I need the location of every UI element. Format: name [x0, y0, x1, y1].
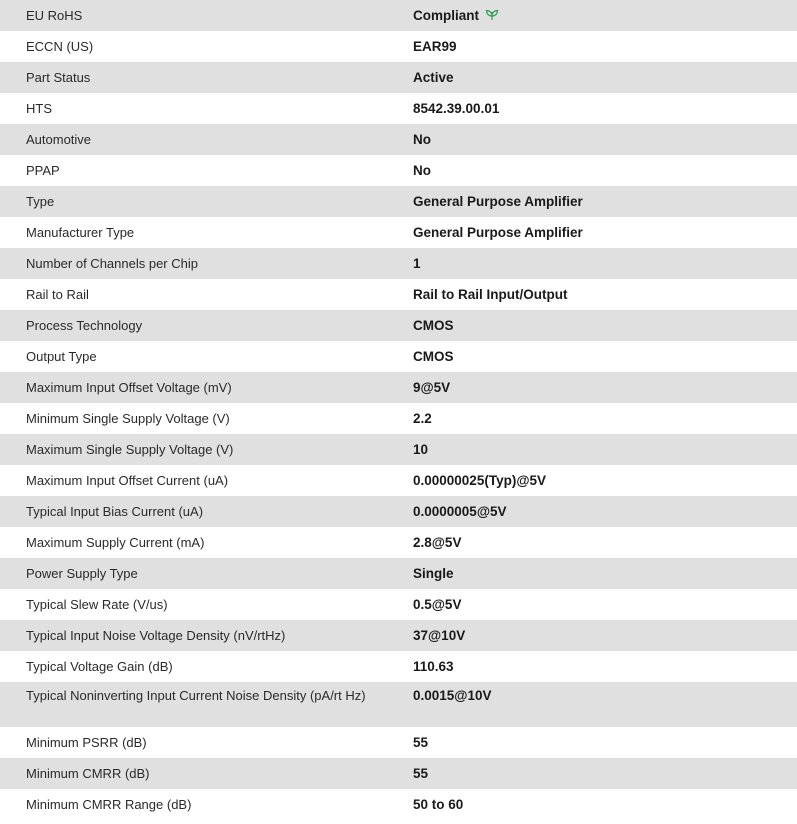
spec-value: Compliant [413, 8, 479, 23]
spec-value: 0.00000025(Typ)@5V [413, 473, 546, 488]
spec-label: Typical Slew Rate (V/us) [26, 597, 168, 612]
spec-value: 0.0015@10V [413, 688, 492, 703]
spec-row-ppap [0, 155, 797, 186]
spec-value: EAR99 [413, 39, 457, 54]
spec-value: General Purpose Amplifier [413, 194, 583, 209]
spec-row-typical-input-noise-voltage-density [0, 620, 797, 651]
spec-value: 0.0000005@5V [413, 504, 507, 519]
spec-label: Minimum Single Supply Voltage (V) [26, 411, 230, 426]
spec-value: No [413, 132, 431, 147]
spec-row-min-cmrr [0, 758, 797, 789]
spec-value: CMOS [413, 349, 454, 364]
spec-row-typical-slew-rate [0, 589, 797, 620]
spec-label: Manufacturer Type [26, 225, 135, 240]
spec-label: Output Type [26, 349, 97, 364]
spec-label: Maximum Supply Current (mA) [26, 535, 205, 550]
spec-value: 37@10V [413, 628, 466, 643]
spec-row-manufacturer-type [0, 217, 797, 248]
spec-value: 55 [413, 735, 429, 750]
spec-row-output-type [0, 341, 797, 372]
spec-label: Maximum Input Offset Current (uA) [26, 473, 229, 488]
spec-row-max-input-offset-voltage [0, 372, 797, 403]
spec-value: Active [413, 70, 454, 85]
spec-value: Single [413, 566, 454, 581]
spec-row-part-status [0, 62, 797, 93]
spec-label: Minimum CMRR (dB) [26, 766, 150, 781]
spec-label: ECCN (US) [26, 39, 94, 54]
spec-row-typical-noninverting-input-current-noise-density [0, 682, 797, 727]
spec-value: 55 [413, 766, 429, 781]
spec-label: Number of Channels per Chip [26, 256, 198, 271]
spec-row-min-psrr [0, 727, 797, 758]
spec-label: Typical Noninverting Input Current Noise Density (pA/rt Hz) [26, 688, 366, 703]
spec-label: Minimum PSRR (dB) [26, 735, 147, 750]
spec-value: 2.2 [413, 411, 432, 426]
spec-row-rail-to-rail [0, 279, 797, 310]
spec-row-automotive [0, 124, 797, 155]
spec-label: Type [26, 194, 55, 209]
leaf-icon [485, 9, 499, 21]
spec-value: 8542.39.00.01 [413, 101, 500, 116]
spec-label: Typical Input Noise Voltage Density (nV/rtHz) [26, 628, 286, 643]
spec-row-eccn [0, 31, 797, 62]
spec-label: Power Supply Type [26, 566, 138, 581]
spec-value: 1 [413, 256, 421, 271]
spec-label: Typical Input Bias Current (uA) [26, 504, 204, 519]
spec-row-eu-rohs [0, 0, 797, 31]
spec-label: Typical Voltage Gain (dB) [26, 659, 173, 674]
spec-value: Rail to Rail Input/Output [413, 287, 568, 302]
spec-row-min-single-supply-voltage [0, 403, 797, 434]
spec-value: 0.5@5V [413, 597, 462, 612]
spec-row-typical-voltage-gain [0, 651, 797, 682]
spec-label: HTS [26, 101, 52, 116]
spec-label: PPAP [26, 163, 60, 178]
spec-row-power-supply-type [0, 558, 797, 589]
spec-row-max-input-offset-current [0, 465, 797, 496]
spec-label: EU RoHS [26, 8, 83, 23]
spec-row-channels-per-chip [0, 248, 797, 279]
spec-row-hts [0, 93, 797, 124]
spec-row-process-technology [0, 310, 797, 341]
spec-row-min-cmrr-range [0, 789, 797, 820]
spec-label: Process Technology [26, 318, 143, 333]
spec-row-typical-input-bias-current [0, 496, 797, 527]
spec-value: No [413, 163, 431, 178]
spec-value: 110.63 [413, 659, 454, 674]
spec-label: Part Status [26, 70, 91, 85]
spec-value: 10 [413, 442, 429, 457]
spec-value-cell [397, 0, 797, 31]
spec-label: Maximum Input Offset Voltage (mV) [26, 380, 232, 395]
spec-value: CMOS [413, 318, 454, 333]
spec-value: 9@5V [413, 380, 451, 395]
spec-row-type [0, 186, 797, 217]
spec-label: Maximum Single Supply Voltage (V) [26, 442, 234, 457]
spec-value: 2.8@5V [413, 535, 462, 550]
spec-value: 50 to 60 [413, 797, 464, 812]
spec-row-max-single-supply-voltage [0, 434, 797, 465]
spec-label: Minimum CMRR Range (dB) [26, 797, 192, 812]
spec-label: Rail to Rail [26, 287, 89, 302]
spec-label: Automotive [26, 132, 92, 147]
spec-value: General Purpose Amplifier [413, 225, 583, 240]
spec-row-max-supply-current [0, 527, 797, 558]
